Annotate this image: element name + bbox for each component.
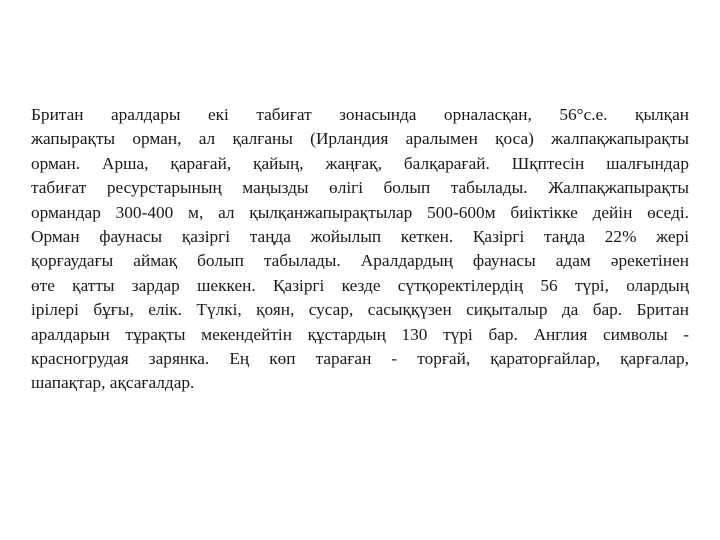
paragraph-line: Орман фаунасы қазіргі таңда жойылып кеткен. Қазіргі таңда 22% жері [31,226,689,246]
paragraph-line: аралдарын тұрақты мекендейтін құстардың 130 түрі бар. Англия символы - [31,324,689,344]
paragraph-line: қорғаудағы аймақ болып табылады. Аралдардың фаунасы адам әрекетінен [31,251,689,271]
paragraph-line: жапырақты орман, ал қалғаны (Ирландия аралымен қоса) жалпақжапырақты [31,129,689,149]
paragraph-line: шапақтар, ақсағалдар. [31,373,195,393]
body-paragraph [31,103,689,396]
paragraph-line: красногрудая зарянка. Ең көп тараған - торғай, қараторғайлар, қарғалар, [31,348,689,368]
paragraph-line: өте қатты зардар шеккен. Қазіргі кезде сүтқоректілердің 56 түрі, олардың [31,275,689,295]
paragraph-line: ірілері бұғы, елік. Түлкі, қоян, сусар, сасыққүзен сиқыталыр да бар. Британ [31,300,689,320]
paragraph-line: Британ аралдары екі табиғат зонасында орналасқан, 56°с.е. қылқан [31,105,689,124]
paragraph-line: орман. Арша, қарағай, қайың, жаңғақ, балқарағай. Шқптесін шалғындар [31,153,689,173]
paragraph-line: ормандар 300-400 м, ал қылқанжапырақтылар 500-600м биіктікке дейін өседі. [31,202,689,222]
paragraph-line: табиғат ресурстарының маңызды өлігі болып табылады. Жалпақжапырақты [31,178,689,198]
